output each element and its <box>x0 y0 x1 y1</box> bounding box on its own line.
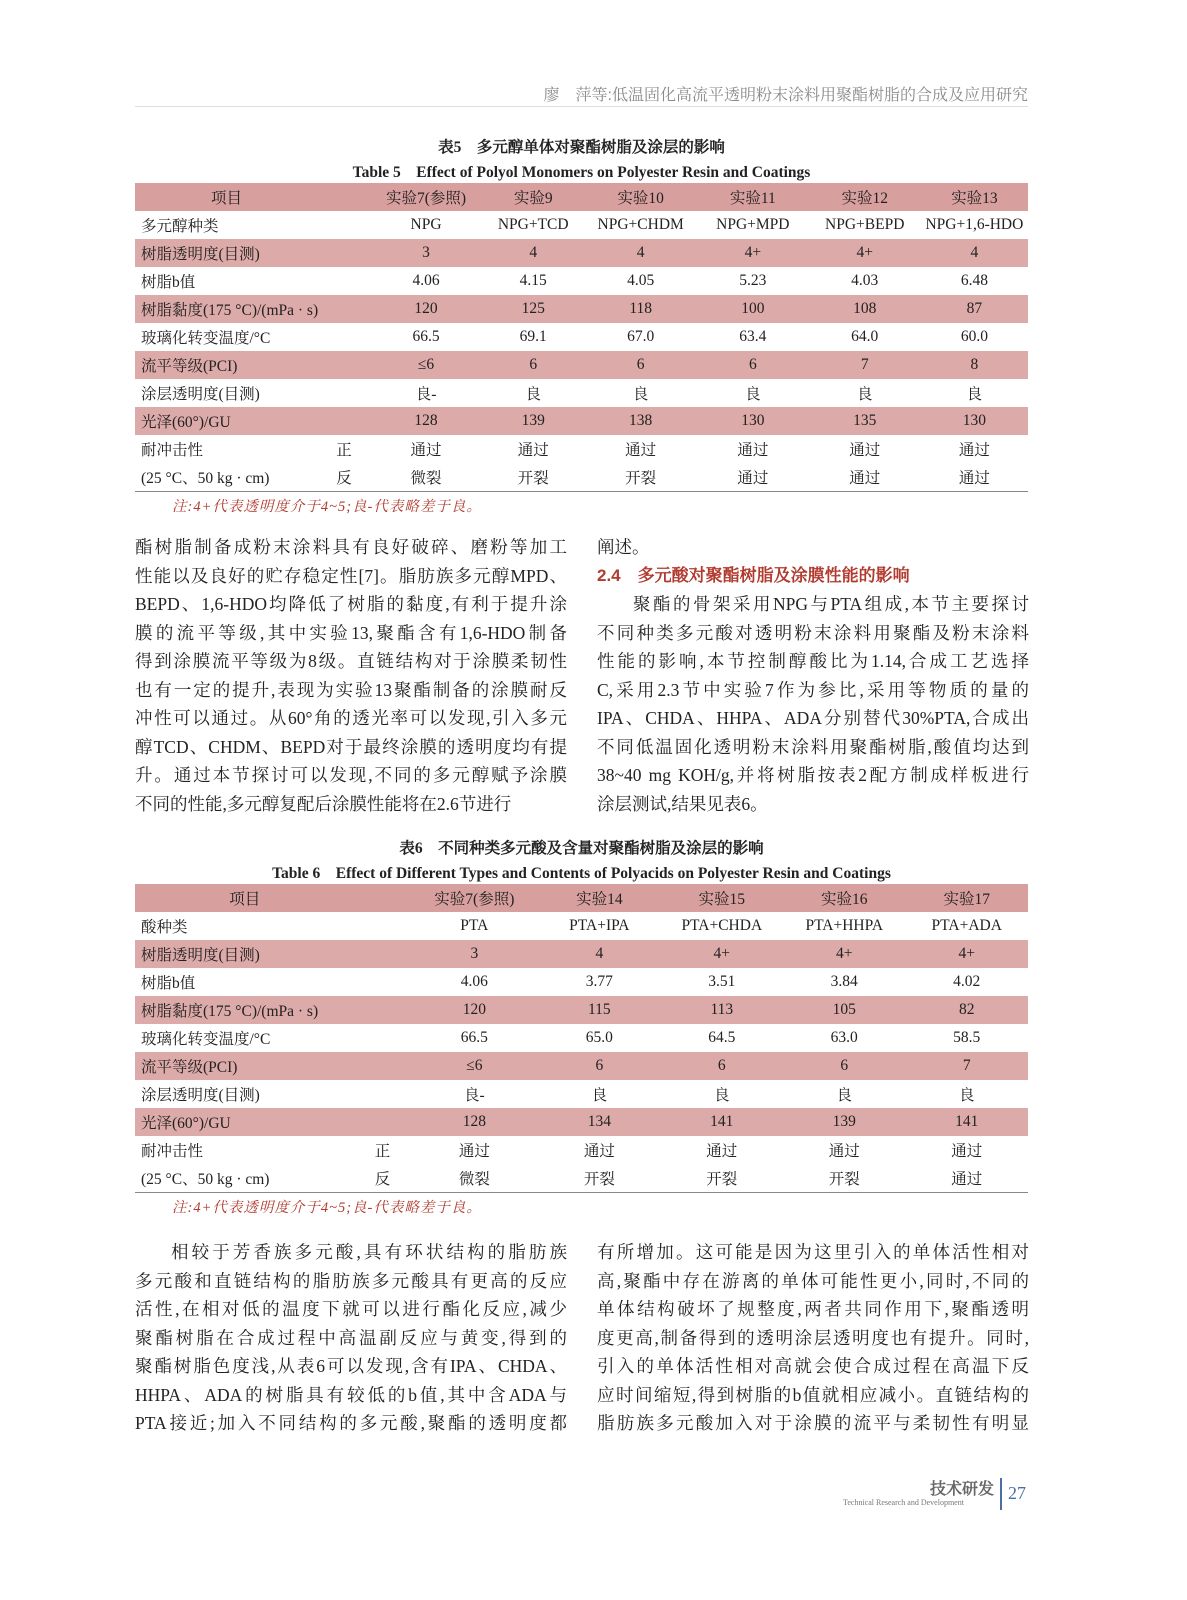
text-line: PTA接近;加入不同结构的多元酸,聚酯的透明度都 <box>135 1413 567 1433</box>
table6 <box>135 884 1028 1193</box>
table-cell: 4.06 <box>460 973 488 990</box>
table-cell: 良 <box>856 386 873 403</box>
column-header: 实验14 <box>538 884 660 912</box>
section-heading: 2.4 多元酸对聚酯树脂及涂膜性能的影响 <box>597 565 910 585</box>
table-cell: 4 <box>482 239 584 267</box>
table-cell: 69.1 <box>519 328 547 345</box>
text-line: 膜的流平等级,其中实验13,聚酯含有1,6-HDO制备 <box>135 622 567 643</box>
table-cell: 涂层透明度(目测) <box>141 1087 260 1104</box>
table-cell: NPG+BEPD <box>825 216 905 233</box>
table-cell: 良- <box>463 1087 485 1104</box>
table-cell <box>318 323 370 351</box>
table-cell: 通过 <box>410 442 442 459</box>
table-cell <box>318 351 370 379</box>
table-cell: 树脂透明度(目测) <box>135 940 354 968</box>
table-cell: 正 <box>374 1143 391 1160</box>
table-cell <box>354 968 410 996</box>
table-cell: 65.0 <box>585 1029 613 1046</box>
text-line: 阐述。 <box>597 537 650 557</box>
table-cell: 通过 <box>458 1143 490 1160</box>
table-cell: (25 °C、50 kg · cm) <box>135 1164 354 1193</box>
table-cell: ≤6 <box>411 1052 539 1080</box>
table-cell: 63.0 <box>830 1029 858 1046</box>
table-row <box>135 1080 1028 1108</box>
column-header: 实验12 <box>809 183 921 211</box>
table-cell: 树脂黏度(175 °C)/(mPa · s) <box>135 295 318 323</box>
table-cell: 通过 <box>958 442 990 459</box>
table-cell: 128 <box>370 407 482 435</box>
table-cell: 130 <box>921 407 1028 435</box>
table-cell: 通过 <box>809 463 921 492</box>
table-cell: 100 <box>697 295 809 323</box>
column-header: 项目 <box>135 884 354 912</box>
column-header: 实验15 <box>661 884 783 912</box>
table-cell: 3.77 <box>585 973 613 990</box>
table-cell: 4+ <box>809 239 921 267</box>
table-cell: 开裂 <box>538 1164 660 1193</box>
table-cell: 139 <box>482 407 584 435</box>
text-line: 不同的性能,多元醇复配后涂膜性能将在2.6节进行 <box>135 793 512 814</box>
table-cell: 通过 <box>905 1164 1028 1193</box>
table-cell: 7 <box>809 351 921 379</box>
table-cell: 光泽(60°)/GU <box>135 407 318 435</box>
table-cell: 4+ <box>697 239 809 267</box>
table-row <box>135 407 1028 435</box>
table-cell: 通过 <box>697 463 809 492</box>
text-line: 38~40 mg KOH/g,并将树脂按表2配方制成样板进行 <box>597 765 1029 785</box>
page-number: 27 <box>1008 1483 1026 1503</box>
table-cell: 良 <box>591 1087 608 1104</box>
table-row <box>135 463 1028 492</box>
table-cell <box>354 940 410 968</box>
table-cell: 5.23 <box>739 272 767 289</box>
table-cell: 120 <box>370 295 482 323</box>
table-cell: 开裂 <box>584 463 697 492</box>
table-cell: 玻璃化转变温度/°C <box>141 330 271 347</box>
table-cell: 通过 <box>706 1143 738 1160</box>
left-column-text-1 <box>135 533 567 818</box>
table-cell: 4 <box>921 239 1028 267</box>
table-cell: 微裂 <box>370 463 482 492</box>
text-line: 不同种类多元酸对透明粉末涂料用聚酯及粉末涂料 <box>597 622 1029 643</box>
left-column-text-2 <box>135 1238 567 1438</box>
table-cell: 105 <box>783 996 905 1024</box>
table-cell: 涂层透明度(目测) <box>141 386 260 403</box>
column-header <box>354 884 410 912</box>
table-row <box>135 267 1028 295</box>
table-cell: 6 <box>482 351 584 379</box>
table-cell: NPG+TCD <box>497 216 569 233</box>
table5-note: 注:4+代表透明度介于4~5;良-代表略差于良。 <box>172 499 482 515</box>
table-cell: 通过 <box>625 442 657 459</box>
column-header: 实验10 <box>584 183 697 211</box>
table-cell: 良 <box>966 386 983 403</box>
table-cell <box>318 267 370 295</box>
table-cell: 良 <box>525 386 541 403</box>
table-cell: 4.06 <box>412 272 440 289</box>
table-cell: 耐冲击性 <box>141 442 204 459</box>
text-line: 醇TCD、CHDM、BEPD对于最终涂膜的透明度均有提 <box>135 736 567 757</box>
table-row <box>135 968 1028 996</box>
table-cell: 通过 <box>849 442 881 459</box>
table-cell: 良 <box>632 386 649 403</box>
table-cell: 树脂b值 <box>141 975 196 992</box>
text-line: C,采用2.3节中实验7作为参比,采用等物质的量的 <box>597 679 1029 700</box>
table-cell: 82 <box>905 996 1028 1024</box>
text-line: 多元酸和直链结构的脂肪族多元酸具有更高的反应 <box>135 1270 567 1291</box>
text-line: 聚酯的骨架采用NPG与PTA组成,本节主要探讨 <box>633 594 1029 614</box>
table-cell <box>354 912 410 940</box>
text-line: 不同低温固化透明粉末涂料用聚酯树脂,酸值均达到 <box>597 736 1029 757</box>
table-cell: 通过 <box>828 1143 860 1160</box>
table-cell: 141 <box>905 1108 1028 1136</box>
table5 <box>135 183 1028 492</box>
table-cell: 反 <box>318 463 370 492</box>
table-cell: PTA <box>460 917 489 934</box>
table-cell: 66.5 <box>460 1029 488 1046</box>
table-cell: (25 °C、50 kg · cm) <box>135 463 318 492</box>
table-cell: 流平等级(PCI) <box>135 1052 354 1080</box>
table-cell: 6 <box>538 1052 660 1080</box>
table-cell: 酸种类 <box>141 919 188 936</box>
table-cell: 树脂b值 <box>141 274 196 291</box>
column-header: 实验16 <box>783 884 905 912</box>
table-cell <box>354 1080 410 1108</box>
header-divider <box>135 106 1028 107</box>
text-line: 冲性可以通过。从60°角的透光率可以发现,引入多元 <box>135 708 567 728</box>
table-cell: 4.15 <box>519 272 547 289</box>
table-cell: 4 <box>538 940 660 968</box>
text-line: 性能以及良好的贮存稳定性[7]。脂肪族多元醇MPD、 <box>135 565 567 586</box>
table-cell <box>318 379 370 407</box>
table-cell: 6 <box>661 1052 783 1080</box>
table-cell: 130 <box>697 407 809 435</box>
table-cell: 通过 <box>951 1143 983 1160</box>
table-cell: PTA+CHDA <box>681 917 763 934</box>
table6-title-cn: 表6 不同种类多元酸及含量对聚酯树脂及涂层的影响 <box>399 840 764 857</box>
text-line: 脂肪族多元酸加入对于涂膜的流平与柔韧性有明显 <box>597 1413 1029 1433</box>
text-line: 涂层测试,结果见表6。 <box>597 793 768 814</box>
table-cell <box>318 239 370 267</box>
column-header <box>318 183 370 211</box>
table-cell: 4 <box>584 239 697 267</box>
table-cell: 66.5 <box>412 328 440 345</box>
table-cell: 树脂黏度(175 °C)/(mPa · s) <box>135 996 354 1024</box>
table-cell <box>318 211 370 239</box>
table-row <box>135 211 1028 239</box>
text-line: 活性,在相对低的温度下就可以进行酯化反应,减少 <box>135 1299 567 1319</box>
table-cell: 良 <box>836 1087 852 1104</box>
text-line: 单体结构破坏了规整度,两者共同作用下,聚酯透明 <box>597 1299 1029 1319</box>
text-line: BEPD、1,6-HDO均降低了树脂的黏度,有利于提升涂 <box>135 594 567 614</box>
table-cell: 113 <box>661 996 783 1024</box>
table-row <box>135 996 1028 1024</box>
text-line: 得到涂膜流平等级为8级。直链结构对于涂膜柔韧性 <box>135 651 567 671</box>
table-cell: 141 <box>661 1108 783 1136</box>
table-row <box>135 1052 1028 1080</box>
text-line: 有所增加。这可能是因为这里引入的单体活性相对 <box>597 1242 1029 1262</box>
text-line: HHPA、ADA的树脂具有较低的b值,其中含ADA与 <box>135 1384 567 1405</box>
table-cell: 耐冲击性 <box>141 1143 204 1160</box>
table6-note: 注:4+代表透明度介于4~5;良-代表略差于良。 <box>172 1200 482 1216</box>
table-cell: 64.5 <box>708 1029 736 1046</box>
table-cell: 64.0 <box>851 328 879 345</box>
table-cell <box>354 996 410 1024</box>
table-cell <box>354 1108 410 1136</box>
table-cell: 4+ <box>783 940 905 968</box>
table-header-row <box>135 183 1028 211</box>
text-line: 引入的单体活性相对高就会使合成过程在高温下反 <box>597 1356 1029 1376</box>
table-cell: 反 <box>354 1164 410 1193</box>
column-header: 实验17 <box>905 884 1028 912</box>
text-line: 也有一定的提升,表现为实验13聚酯制备的涂膜耐反 <box>135 679 567 700</box>
table-cell: PTA+IPA <box>569 917 630 934</box>
table-cell: 7 <box>905 1052 1028 1080</box>
table-cell: 118 <box>584 295 697 323</box>
table-cell: 115 <box>538 996 660 1024</box>
table-cell: 6.48 <box>960 272 988 289</box>
column-header: 实验7(参照) <box>370 183 482 211</box>
table-row <box>135 239 1028 267</box>
table-cell: 138 <box>584 407 697 435</box>
table-cell: 125 <box>482 295 584 323</box>
text-line: IPA、CHDA、HHPA、ADA分别替代30%PTA,合成出 <box>597 708 1029 728</box>
table-cell <box>318 407 370 435</box>
table-cell: 通过 <box>921 463 1028 492</box>
table-cell: 128 <box>411 1108 539 1136</box>
table-row <box>135 1024 1028 1052</box>
table-row <box>135 1136 1028 1164</box>
text-line: 应时间缩短,得到树脂的b值就相应减小。直链结构的 <box>597 1384 1029 1405</box>
table-cell: 光泽(60°)/GU <box>135 1108 354 1136</box>
table-row <box>135 295 1028 323</box>
table-cell <box>318 295 370 323</box>
column-header: 实验13 <box>921 183 1028 211</box>
table-cell: 开裂 <box>661 1164 783 1193</box>
table-cell: 3 <box>411 940 539 968</box>
table-row <box>135 435 1028 463</box>
table-cell: 120 <box>411 996 539 1024</box>
table-row <box>135 1164 1028 1193</box>
table-cell: 3 <box>370 239 482 267</box>
text-line: 性能的影响,本节控制醇酸比为1.14,合成工艺选择 <box>597 651 1029 671</box>
table-cell: 流平等级(PCI) <box>135 351 318 379</box>
table-cell: 通过 <box>517 442 549 459</box>
text-line: 度更高,制备得到的透明涂层透明度也有提升。同时, <box>597 1327 1029 1348</box>
footer-section-cn: 技术研发 <box>930 1481 995 1498</box>
table5-title-cn: 表5 多元醇单体对聚酯树脂及涂层的影响 <box>438 139 725 156</box>
table-cell: 108 <box>809 295 921 323</box>
table-cell: 134 <box>538 1108 660 1136</box>
table-cell: 良- <box>415 386 437 403</box>
table-cell: 3.51 <box>708 973 736 990</box>
table-cell: 6 <box>783 1052 905 1080</box>
column-header: 实验9 <box>482 183 584 211</box>
table-cell: 4+ <box>905 940 1028 968</box>
table-row <box>135 323 1028 351</box>
table-cell: NPG+CHDM <box>597 216 684 233</box>
table-cell: 良 <box>745 386 761 403</box>
table-cell: 开裂 <box>783 1164 905 1193</box>
table-row <box>135 912 1028 940</box>
table-cell: 树脂透明度(目测) <box>135 239 318 267</box>
text-line: 聚酯树脂色度浅,从表6可以发现,含有IPA、CHDA、 <box>135 1356 567 1376</box>
table-cell: 63.4 <box>739 328 767 345</box>
text-line: 高,聚酯中存在游离的单体可能性更小,同时,不同的 <box>597 1270 1029 1291</box>
table-row <box>135 351 1028 379</box>
right-column-text-1 <box>597 533 1029 818</box>
table-cell: 6 <box>584 351 697 379</box>
table-cell: PTA+ADA <box>931 917 1002 934</box>
table5-title-en: Table 5 Effect of Polyol Monomers on Polyester Resin and Coatings <box>352 164 811 181</box>
text-line: 聚酯树脂在合成过程中高温副反应与黄变,得到的 <box>135 1327 567 1348</box>
table-cell: 8 <box>921 351 1028 379</box>
right-column-text-2 <box>597 1238 1029 1438</box>
table-cell: 良 <box>958 1087 975 1104</box>
table-cell: PTA+HHPA <box>805 917 884 934</box>
footer-section-en: Technical Research and Development <box>843 1498 964 1507</box>
table-cell: 6 <box>697 351 809 379</box>
table-cell: 多元醇种类 <box>141 218 219 235</box>
table-cell <box>354 1024 410 1052</box>
table-header-row <box>135 884 1028 912</box>
table-cell: 通过 <box>737 442 769 459</box>
table-cell <box>354 1052 410 1080</box>
table-cell: 3.84 <box>830 973 858 990</box>
table-cell: NPG <box>410 216 442 233</box>
table-cell: 良 <box>714 1087 730 1104</box>
column-header: 实验7(参照) <box>411 884 539 912</box>
table-cell: ≤6 <box>370 351 482 379</box>
table-cell: 67.0 <box>627 328 655 345</box>
table-cell: 4.05 <box>627 272 655 289</box>
table-cell: 开裂 <box>482 463 584 492</box>
table-cell: 4.02 <box>953 973 981 990</box>
footer-divider <box>1000 1478 1002 1510</box>
text-line: 酯树脂制备成粉末涂料具有良好破碎、磨粉等加工 <box>135 537 567 557</box>
column-header: 项目 <box>135 183 318 211</box>
running-title: 廖 萍等:低温固化高流平透明粉末涂料用聚酯树脂的合成及应用研究 <box>543 87 1028 104</box>
table-cell: 135 <box>809 407 921 435</box>
table-cell: 4+ <box>661 940 783 968</box>
text-line: 相较于芳香族多元酸,具有环状结构的脂肪族 <box>171 1242 567 1262</box>
table-cell: 87 <box>921 295 1028 323</box>
table-cell: NPG+MPD <box>716 216 790 233</box>
column-header: 实验11 <box>697 183 809 211</box>
table-cell: 通过 <box>583 1143 615 1160</box>
table-cell: 139 <box>783 1108 905 1136</box>
table-cell: 玻璃化转变温度/°C <box>141 1031 271 1048</box>
table-row <box>135 379 1028 407</box>
table-cell: 4.03 <box>851 272 879 289</box>
table-cell: NPG+1,6-HDO <box>925 216 1024 233</box>
table-cell: 微裂 <box>411 1164 539 1193</box>
table-cell: 60.0 <box>960 328 988 345</box>
table-cell: 正 <box>336 442 352 459</box>
table6-title-en: Table 6 Effect of Different Types and Contents of Polyacids on Polyester Resin and Coatings <box>272 865 891 882</box>
table-row <box>135 940 1028 968</box>
table-row <box>135 1108 1028 1136</box>
table-cell: 58.5 <box>953 1029 981 1046</box>
text-line: 升。通过本节探讨可以发现,不同的多元醇赋予涂膜 <box>135 765 567 785</box>
